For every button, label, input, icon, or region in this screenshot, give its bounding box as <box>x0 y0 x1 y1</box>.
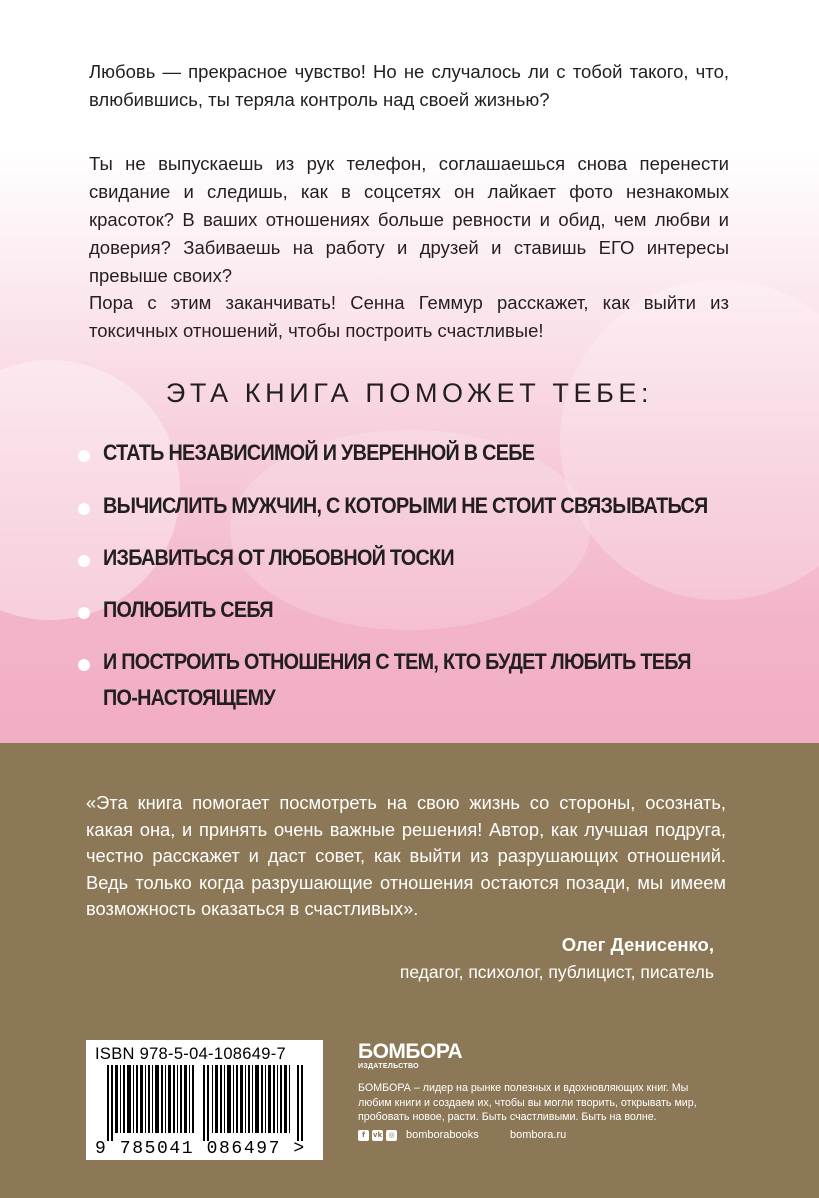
benefit-item <box>78 488 758 524</box>
benefit-text: ПОЛЮБИТЬ СЕБЯ <box>103 597 273 622</box>
benefit-text: СТАТЬ НЕЗАВИСИМОЙ И УВЕРЕННОЙ В СЕБЕ <box>103 440 535 465</box>
isbn-number: ISBN 978-5-04-108649-7 <box>95 1045 286 1063</box>
benefit-text: И ПОСТРОИТЬ ОТНОШЕНИЯ С ТЕМ, КТО БУДЕТ ЛЮБИТЬ ТЕБЯ <box>103 649 691 674</box>
benefits-list <box>78 435 758 716</box>
social-handle[interactable]: bomborabooks <box>406 1129 479 1141</box>
benefit-text-continued: ПО-НАСТОЯЩЕМУ <box>103 685 275 710</box>
bullet-dot-icon <box>78 503 90 515</box>
publisher-website[interactable]: bombora.ru <box>510 1129 567 1141</box>
barcode <box>86 1040 323 1160</box>
benefit-text: ВЫЧИСЛИТЬ МУЖЧИН, С КОТОРЫМИ НЕ СТОИТ СВЯЗЫВАТЬСЯ <box>103 493 708 518</box>
benefits-heading: ЭТА КНИГА ПОМОЖЕТ ТЕБЕ: <box>165 378 654 408</box>
bullet-dot-icon <box>78 607 90 619</box>
review-quote: «Эта книга помогает посмотреть на свою жизнь со стороны, осознать, какая она, и принять очень важные решения! Автор, как лучшая подруга, честно расскажет и даст совет, как выйти из разрушающих отношений. Ведь только когда разрушающие отношения остаются позади, мы имеем возможность оказаться в счастливых». <box>86 792 726 919</box>
facebook-icon[interactable]: f <box>358 1130 369 1141</box>
benefit-item <box>78 435 758 471</box>
review-author-role: педагог, психолог, публицист, писатель <box>399 962 714 982</box>
publisher-subtitle: ИЗДАТЕЛЬСТВО <box>358 1063 419 1070</box>
bullet-dot-icon <box>78 450 90 462</box>
benefit-item <box>78 592 758 628</box>
instagram-icon[interactable]: ◎ <box>386 1130 397 1141</box>
benefit-text: ИЗБАВИТЬСЯ ОТ ЛЮБОВНОЙ ТОСКИ <box>103 545 454 570</box>
bullet-dot-icon <box>78 659 90 671</box>
intro-paragraph-1: Любовь — прекрасное чувство! Но не случалось ли с тобой такого, что, влюбившись, ты теряла контроль над своей жизнью? <box>89 61 729 110</box>
social-links <box>358 1129 479 1141</box>
review-author: Олег Денисенко, <box>561 934 714 955</box>
publisher-description: БОМБОРА – лидер на рынке полезных и вдохновляющих книг. Мы любим книги и создаем их, чтобы вы могли творить, открывать мир, пробовать новое, расти. Быть счастливыми. Быть на волне. <box>358 1082 697 1123</box>
benefit-item <box>78 644 758 716</box>
bullet-dot-icon <box>78 555 90 567</box>
barcode-bars-icon <box>107 1065 307 1141</box>
benefit-item <box>78 540 758 576</box>
intro-paragraph-3: Пора с этим заканчивать! Сенна Геммур расскажет, как выйти из токсичных отношений, чтобы построить счастливые! <box>89 292 729 341</box>
intro-paragraph-2: Ты не выпускаешь из рук телефон, соглашаешься снова перенести свидание и следишь, как в соцсетях он лайкает фото незнакомых красоток? В ваших отношениях больше ревности и обид, чем любви и доверия? Забиваешь на работу и друзей и ставишь ЕГО интересы превыше своих? <box>89 153 729 286</box>
publisher-logo: БОМБОРА <box>358 1040 463 1063</box>
barcode-digits: 9 785041 086497 > <box>95 1139 306 1159</box>
vk-icon[interactable]: vk <box>372 1130 383 1139</box>
